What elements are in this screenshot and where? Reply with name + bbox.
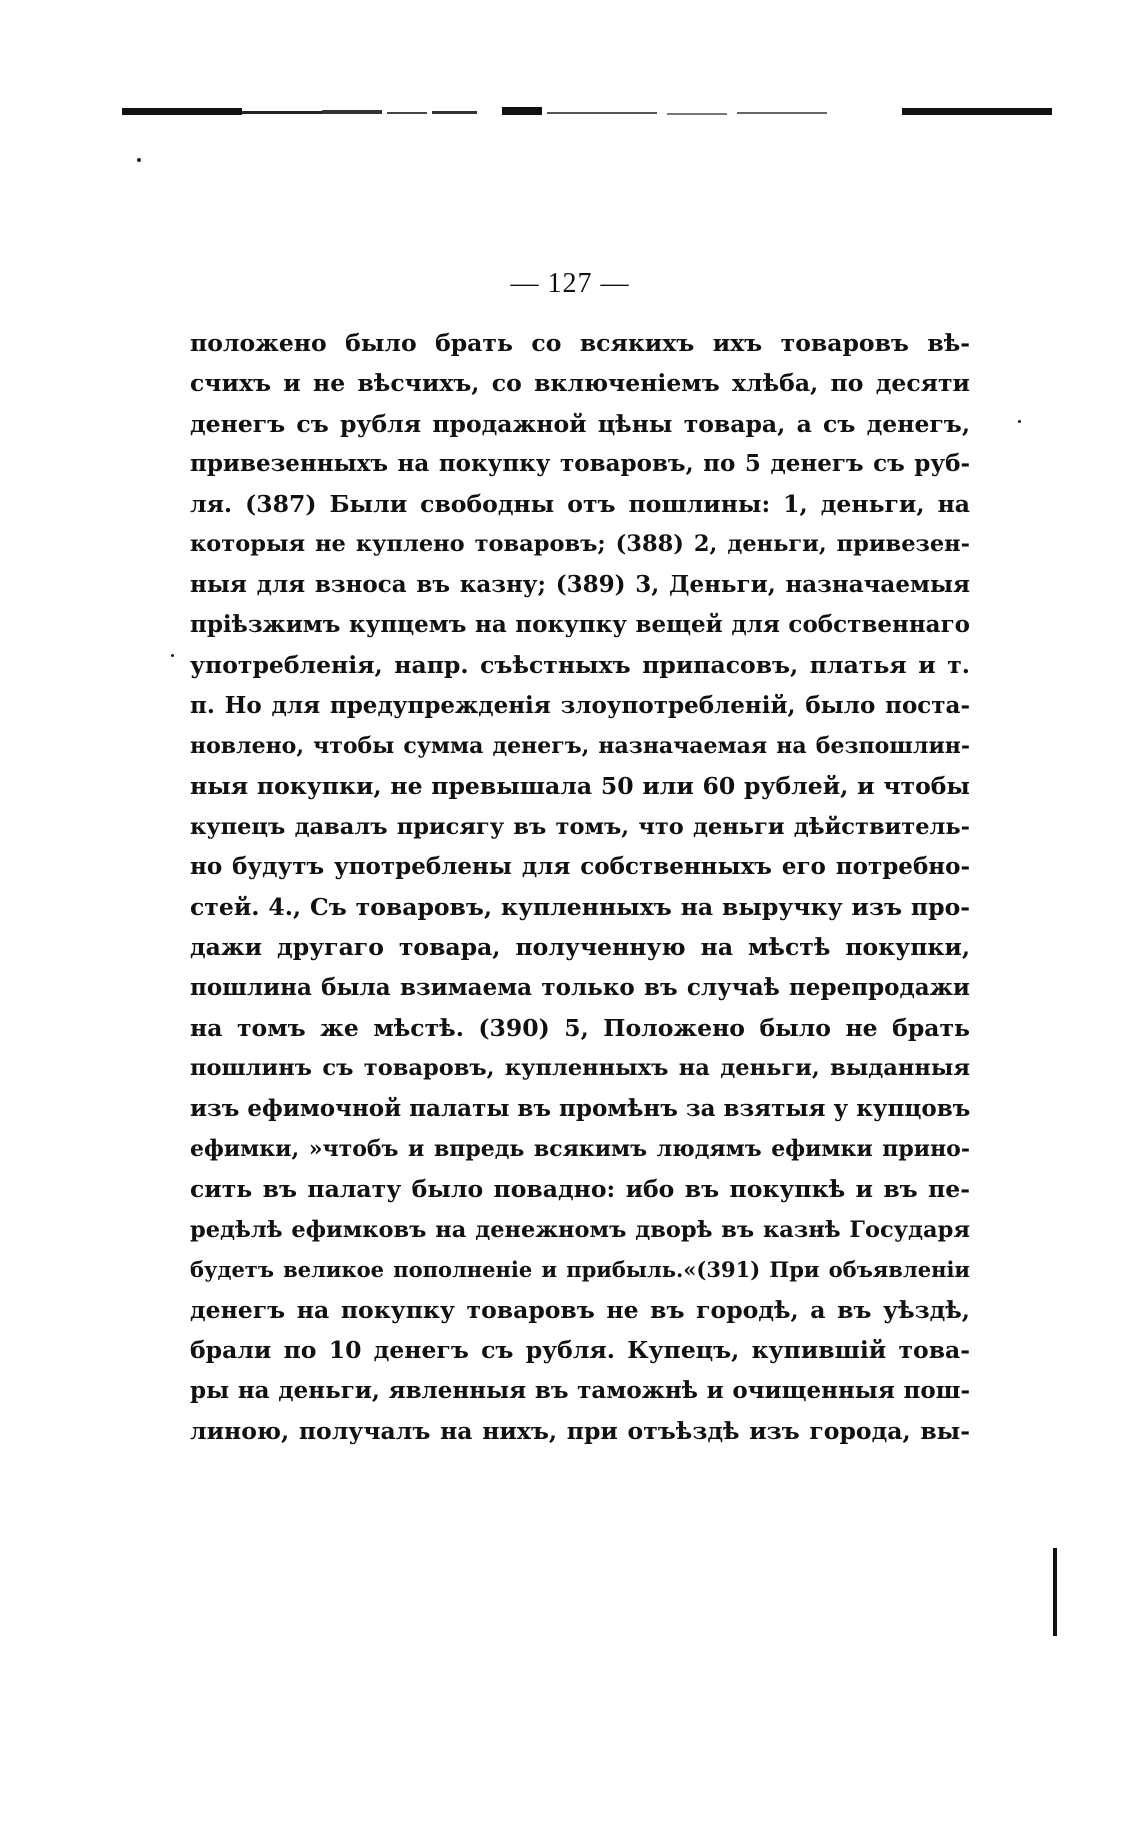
text-line: сить въ палату было повадно: ибо въ покупкѣ и въ пе- <box>190 1175 970 1204</box>
text-line: денегъ на покупку товаровъ не въ городѣ, а въ уѣздѣ, <box>190 1296 970 1325</box>
text-line: денегъ съ рубля продажной цѣны товара, а съ денегъ, <box>190 409 970 438</box>
body-text <box>190 323 970 1451</box>
text-line: употребленія, напр. съѣстныхъ припасовъ, платья и т. <box>190 651 970 680</box>
text-line: стей. 4., Съ товаровъ, купленныхъ на выручку изъ про- <box>190 893 970 922</box>
text-line: линою, получалъ на нихъ, при отъѣздѣ изъ города, вы- <box>190 1417 970 1446</box>
text-line: будетъ великое пополненіе и прибыль.«(391) При объявленіи <box>190 1256 970 1282</box>
text-line: редѣлѣ ефимковъ на денежномъ дворѣ въ казнѣ Государя <box>190 1216 970 1243</box>
text-line: на томъ же мѣстѣ. (390) 5, Положено было не брать <box>190 1014 970 1043</box>
text-line: ефимки, »чтобъ и впредь всякимъ людямъ ефимки прино- <box>190 1135 970 1162</box>
text-line: купецъ давалъ присягу въ томъ, что деньги дѣйствитель- <box>190 813 970 840</box>
stray-mark <box>137 158 141 162</box>
text-line: пріѣзжимъ купцемъ на покупку вещей для собственнаго <box>190 611 970 639</box>
top-rule <box>122 104 1052 118</box>
text-line: дажи другаго товара, полученную на мѣстѣ покупки, <box>190 933 970 962</box>
text-line: которыя не куплено товаровъ; (388) 2, деньги, привезен- <box>190 531 970 558</box>
text-line: ля. (387) Были свободны отъ пошлины: 1, деньги, на <box>190 490 970 519</box>
text-line: положено было брать со всякихъ ихъ товаровъ вѣ- <box>190 329 970 357</box>
text-line: пошлина была взимаема только въ случаѣ перепродажи <box>190 973 970 1001</box>
page-number: — 127 — <box>510 268 630 299</box>
text-line: брали по 10 денегъ съ рубля. Купецъ, купившій това- <box>190 1336 970 1365</box>
text-line: привезенныхъ на покупку товаровъ, по 5 денегъ съ руб- <box>190 449 970 477</box>
text-line: ныя для взноса въ казну; (389) 3, Деньги, назначаемыя <box>190 570 970 598</box>
margin-mark <box>1053 1548 1057 1636</box>
text-line: п. Но для предупрежденія злоупотребленій, было поста- <box>190 691 970 719</box>
text-line: счихъ и не вѣсчихъ, со включеніемъ хлѣба, по десяти <box>190 369 970 398</box>
text-line: новлено, чтобы сумма денегъ, назначаемая на безпошлин- <box>190 732 970 759</box>
text-line: ры на деньги, явленныя въ таможнѣ и очищенныя пош- <box>190 1376 970 1404</box>
text-line: но будутъ употреблены для собственныхъ его потребно- <box>190 852 970 880</box>
text-line: пошлинъ съ товаровъ, купленныхъ на деньги, выданныя <box>190 1055 970 1082</box>
text-line: изъ ефимочной палаты въ промѣнъ за взятыя у купцовъ <box>190 1094 970 1122</box>
stray-mark <box>171 654 174 657</box>
stray-mark <box>1018 420 1021 423</box>
text-line: ныя покупки, не превышала 50 или 60 рублей, и чтобы <box>190 772 970 801</box>
